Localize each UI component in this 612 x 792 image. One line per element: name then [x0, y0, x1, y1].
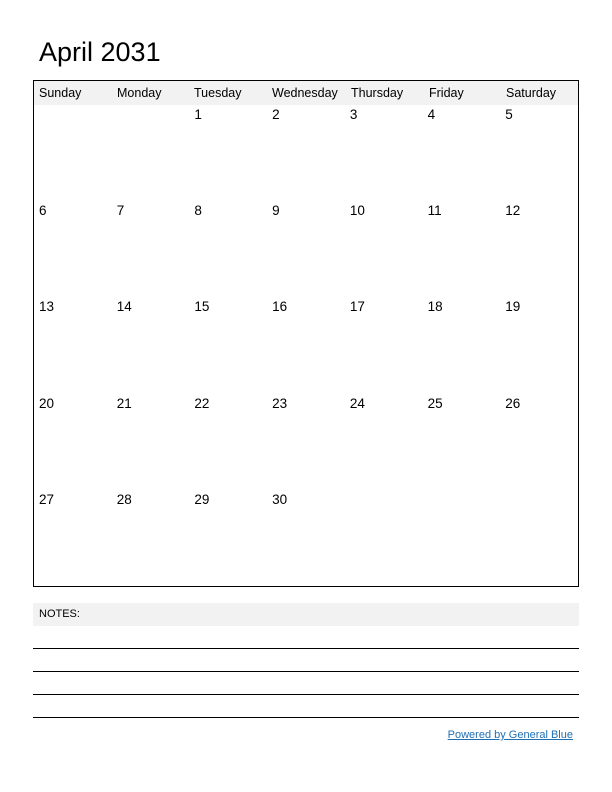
day-cell	[267, 394, 345, 490]
date-number: 27	[39, 491, 55, 507]
day-cell	[500, 297, 578, 393]
weekday-sunday: Sunday	[39, 86, 82, 100]
weekday-tuesday: Tuesday	[194, 86, 242, 100]
date-number: 19	[505, 299, 521, 315]
day-cell	[345, 297, 423, 393]
day-cell	[34, 394, 112, 490]
note-line	[33, 717, 579, 718]
weekday-monday: Monday	[117, 86, 162, 100]
date-number: 14	[116, 299, 132, 315]
day-cell	[267, 297, 345, 393]
day-cell	[189, 201, 267, 297]
day-cell	[267, 105, 345, 201]
powered-by-link[interactable]: Powered by General Blue	[447, 729, 573, 741]
notes-label: NOTES:	[39, 608, 80, 620]
date-number: 18	[427, 299, 443, 315]
day-cell	[345, 394, 423, 490]
day-cell	[345, 201, 423, 297]
date-number: 23	[272, 395, 288, 411]
page-title: April 2031	[39, 37, 161, 67]
date-number: 2	[272, 107, 280, 122]
day-cell	[500, 394, 578, 490]
day-cell	[112, 490, 190, 586]
day-cell	[112, 201, 190, 297]
calendar-grid	[33, 80, 579, 587]
date-number: 24	[349, 395, 365, 411]
note-line	[33, 671, 579, 672]
date-number: 11	[427, 203, 442, 219]
day-cell	[189, 490, 267, 586]
day-cell	[34, 201, 112, 297]
day-cell	[34, 105, 112, 201]
day-cell	[423, 201, 501, 297]
date-number: 15	[194, 299, 210, 315]
date-number: 10	[349, 203, 365, 219]
day-cell	[500, 201, 578, 297]
day-cell	[345, 105, 423, 201]
date-number: 6	[39, 203, 47, 219]
date-number: 9	[272, 203, 280, 219]
weekday-friday: Friday	[429, 86, 464, 100]
day-cell	[500, 490, 578, 586]
date-number: 25	[427, 395, 443, 411]
date-number: 12	[505, 203, 521, 219]
day-cell	[34, 297, 112, 393]
day-cell	[112, 394, 190, 490]
date-number: 20	[39, 395, 55, 411]
day-cell	[423, 297, 501, 393]
date-number: 5	[505, 107, 513, 122]
date-number: 17	[349, 299, 365, 315]
date-number: 26	[505, 395, 521, 411]
weekday-saturday: Saturday	[506, 86, 557, 100]
day-cell	[267, 201, 345, 297]
day-cell	[423, 105, 501, 201]
date-number: 4	[427, 107, 436, 122]
day-cell	[189, 297, 267, 393]
date-number: 16	[272, 299, 288, 315]
day-cell	[500, 105, 578, 201]
note-line	[33, 648, 579, 649]
weekday-wednesday: Wednesday	[272, 86, 338, 100]
date-number: 13	[39, 299, 55, 315]
date-number: 3	[349, 107, 358, 122]
date-grid	[34, 105, 578, 586]
day-cell	[34, 490, 112, 586]
note-line	[33, 694, 579, 695]
notes-header	[33, 603, 579, 626]
date-number: 30	[272, 491, 288, 507]
day-cell	[112, 105, 190, 201]
day-cell	[189, 105, 267, 201]
date-number: 21	[116, 395, 132, 411]
day-cell	[423, 394, 501, 490]
day-cell	[345, 490, 423, 586]
date-number: 7	[116, 203, 125, 219]
date-number: 29	[194, 491, 210, 507]
weekday-thursday: Thursday	[351, 86, 404, 100]
day-cell	[112, 297, 190, 393]
day-cell	[267, 490, 345, 586]
date-number: 28	[116, 491, 132, 507]
day-cell	[423, 490, 501, 586]
day-cell	[189, 394, 267, 490]
date-number: 22	[194, 395, 210, 411]
date-number: 8	[194, 203, 202, 219]
date-number: 1	[194, 107, 202, 122]
weekday-header-row	[34, 81, 578, 105]
